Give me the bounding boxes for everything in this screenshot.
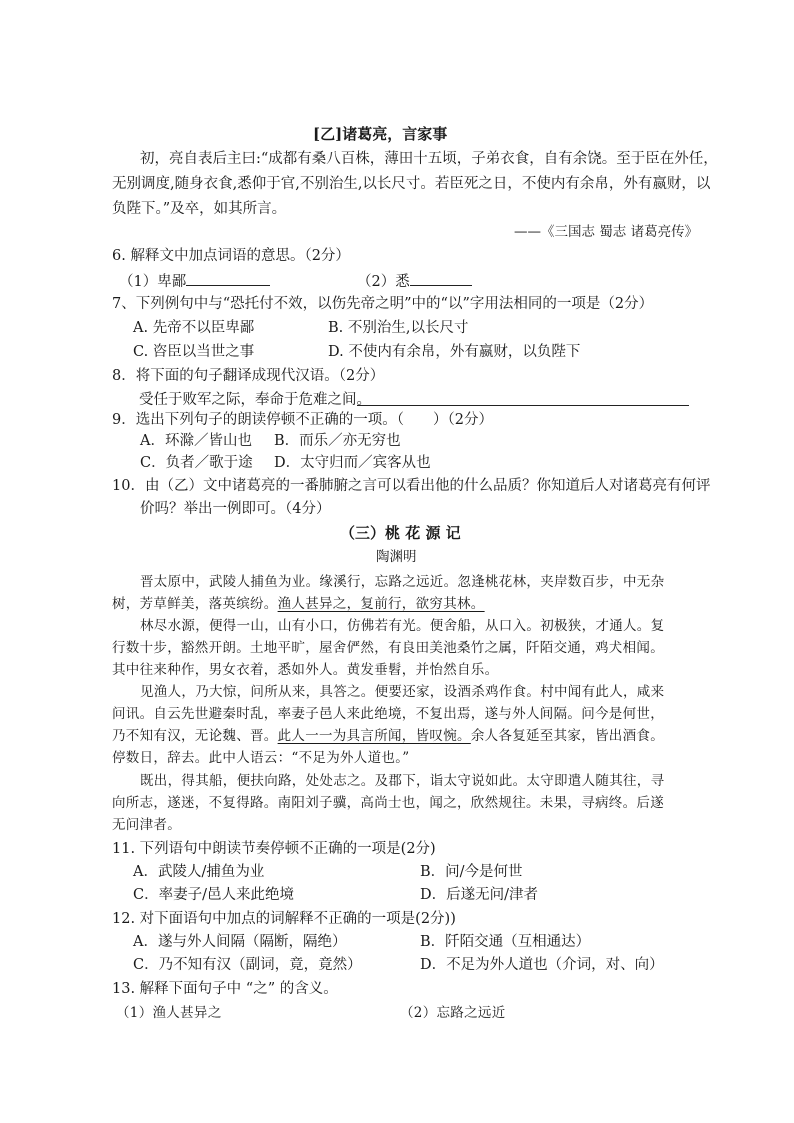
q8-answer-line[interactable] <box>357 405 689 406</box>
q7-option-a[interactable]: A. 先帝不以臣卑鄙 <box>133 320 255 336</box>
section-3-author: 陶渊明 <box>376 549 417 565</box>
q6-item-1 <box>119 271 270 292</box>
q12-option-d[interactable]: D．不足为外人道也（介词，对、向） <box>420 957 664 973</box>
q6-answer-blank-1[interactable] <box>186 271 270 286</box>
q12-option-c[interactable]: C．乃不知有汉（副词，竟，竟然） <box>133 957 362 973</box>
section-3-p4-line-3: 无问津者。 <box>112 817 181 833</box>
q6-stem: 6. 解释文中加点词语的意思。（2分） <box>112 248 350 264</box>
section-3-p2-line-3: 其中往来种作，男女衣着，悉如外人。黄发垂髫，并怡然自乐。 <box>112 662 499 678</box>
q6-item-2 <box>357 271 472 292</box>
q6-answer-blank-2[interactable] <box>410 271 472 286</box>
section-3-title: （三）桃 花 源 记 <box>340 524 461 542</box>
section-b-para-line-1: 初，亮自表后主曰:“成都有桑八百株，薄田十五顷，子弟衣食，自有余饶。至于臣在外任， <box>140 151 718 167</box>
q11-option-c[interactable]: C．率妻子/邑人来此绝境 <box>133 887 294 903</box>
q11-option-b[interactable]: B．问/今是何世 <box>420 864 523 880</box>
section-b-para-line-3: 负陛下。”及卒，如其所言。 <box>112 201 287 217</box>
q6-item-1-label: （1）卑鄙 <box>119 274 187 290</box>
q13-item-2: （2）忘路之远近 <box>400 1005 506 1021</box>
q7-option-c[interactable]: C. 咨臣以当世之事 <box>133 344 255 360</box>
q13-stem: 13. 解释下面句子中 “之” 的含义。 <box>112 981 338 997</box>
section-3-p3-line-1: 见渔人，乃大惊，问所从来，具答之。便要还家，设酒杀鸡作食。村中闻有此人，咸来 <box>140 684 665 700</box>
section-3-p3-line-3 <box>112 726 664 746</box>
section-3-p4-line-1: 既出，得其船，便扶向路，处处志之。及郡下，诣太守说如此。太守即遣人随其往，寻 <box>140 773 665 789</box>
q11-stem: 11. 下列语句中朗读节奏停顿不正确的一项是(2分) <box>112 841 436 857</box>
q7-stem: 7、下列例句中与“恐托付不效，以伤先帝之明”中的“以”字用法相同的一项是（2分） <box>112 296 654 312</box>
q12-option-b[interactable]: B．阡陌交通（互相通达） <box>420 934 591 950</box>
q8-stem: 8．将下面的句子翻译成现代汉语。（2分） <box>112 368 385 384</box>
section-3-p4-line-2: 向所志，遂迷，不复得路。南阳刘子骥，高尚士也，闻之，欣然规往。未果，寻病终。后遂 <box>112 795 664 811</box>
q9-option-d[interactable]: D．太守归而／宾客从也 <box>274 455 431 471</box>
q9-option-b[interactable]: B．而乐／亦无穷也 <box>274 433 401 449</box>
section-b-source: ——《三国志 蜀志 诸葛亮传》 <box>514 224 699 240</box>
q9-stem: 9．选出下列句子的朗读停顿不正确的一项。（ ）（2分） <box>112 412 493 428</box>
section-3-p2-line-1: 林尽水源，便得一山，山有小口，仿佛若有光。便舍船，从口入。初极狭，才通人。复 <box>140 618 665 634</box>
section-3-p1-line-1: 晋太原中，武陵人捕鱼为业。缘溪行，忘路之远近。忽逢桃花林，夹岸数百步，中无杂 <box>140 574 665 590</box>
section-3-p1-line-2-text: 树，芳草鲜美，落英缤纷。 <box>112 596 278 612</box>
q12-stem: 12. 对下面语句中加点的词解释不正确的一项是(2分)) <box>112 911 456 927</box>
q6-item-2-label: （2）悉 <box>357 274 410 290</box>
section-3-p1-underlined-sentence: 渔人甚异之，复前行，欲穷其林。 <box>277 596 485 612</box>
q7-option-d[interactable]: D. 不使内有余帛，外有嬴财，以负陛下 <box>328 344 581 360</box>
section-3-p1-line-2 <box>112 594 485 614</box>
q8-sentence: 受任于败军之际，奉命于危难之间。 <box>139 392 371 408</box>
section-b-title: [乙]诸葛亮，言家事 <box>313 125 448 143</box>
q7-option-b[interactable]: B. 不别治生,以长尺寸 <box>328 320 469 336</box>
q9-option-c[interactable]: C．负者／歌于途 <box>140 455 253 471</box>
q9-option-a[interactable]: A．环滁／皆山也 <box>140 433 252 449</box>
section-3-p3-line-2: 问讯。自云先世避秦时乱，率妻子邑人来此绝境，不复出焉，遂与外人间隔。问今是何世， <box>112 706 664 722</box>
q13-item-1: （1）渔人甚异之 <box>116 1005 222 1021</box>
q11-option-a[interactable]: A．武陵人/捕鱼为业 <box>133 864 265 880</box>
q12-option-a[interactable]: A．遂与外人间隔（隔断，隔绝） <box>133 934 347 950</box>
section-3-p2-line-2: 行数十步，豁然开朗。土地平旷，屋舍俨然，有良田美池桑竹之属，阡陌交通，鸡犬相闻。 <box>112 640 664 656</box>
q10-stem-line-1: 10．由（乙）文中诸葛亮的一番肺腑之言可以看出他的什么品质？你知道后人对诸葛亮有何评 <box>112 478 711 494</box>
section-3-p3-line-4: 停数日，辞去。此中人语云：“不足为外人道也。” <box>112 750 410 766</box>
q11-option-d[interactable]: D．后遂无问/津者 <box>420 887 539 903</box>
section-3-p3-underlined-sentence: 此人一一为具言所闻，皆叹惋。 <box>277 728 471 744</box>
q10-stem-line-2: 价吗？举出一例即可。（4分） <box>140 501 331 517</box>
section-3-p3-line-3-text-b: 余人各复延至其家，皆出酒食。 <box>470 728 665 744</box>
section-b-para-line-2: 无别调度,随身衣食,悉仰于官,不别治生,以长尺寸。若臣死之日，不使内有余帛，外有嬴财，以 <box>112 176 711 192</box>
section-3-p3-line-3-text-a: 乃不知有汉，无论魏、晋。 <box>112 728 278 744</box>
